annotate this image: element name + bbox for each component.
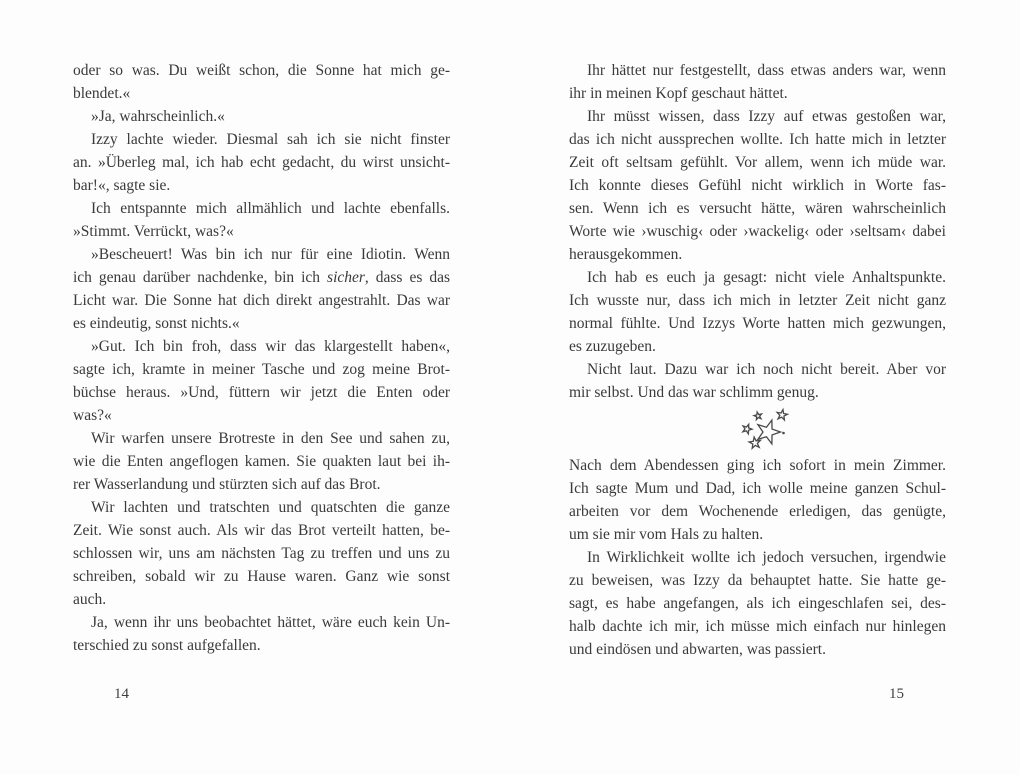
text-line: ihr in meinen Kopf geschaut hättet. [569, 85, 788, 102]
text-line: Worte wie ›wuschig‹ oder ›wackelig‹ oder ›seltsam‹ dabei [569, 223, 946, 240]
text-line: schlossen wir, uns am nächsten Tag zu treffen und uns zu [73, 545, 450, 562]
text-line: bar!«, sagte sie. [73, 177, 171, 194]
text-line: was?« [73, 407, 112, 424]
text-line: »Bescheuert! Was bin ich nur für eine Idiotin. Wenn [91, 246, 450, 263]
text-line: büchse heraus. »Und, füttern wir jetzt die Enten oder [73, 384, 450, 401]
text-line: halb dachte ich mir, ich müsse mich einfach nur hinlegen [569, 618, 946, 635]
page-right-text-upper [569, 59, 946, 404]
text-line: terschied zu sonst aufgefallen. [73, 637, 261, 654]
page-left-text [73, 59, 450, 657]
text-line: an. »Überleg mal, ich hab echt gedacht, du wirst unsicht- [73, 154, 450, 171]
text-line: Ihr müsst wissen, dass Izzy auf etwas gestoßen war, [587, 108, 946, 125]
text-line: arbeiten vor dem Wochenende erledigen, das genügte, [569, 503, 946, 520]
text-line: um sie mir vom Hals zu halten. [569, 526, 764, 543]
text-line: Zeit oft seltsam gefühlt. Vor allem, wenn ich müde war. [569, 154, 946, 171]
text-line: sagt, es habe angefangen, als ich eingeschlafen sei, des- [569, 595, 946, 612]
text-line: zu beweisen, was Izzy da behauptet hatte. Sie hatte ge- [569, 572, 946, 589]
text-line: herausgekommen. [569, 246, 683, 263]
text-line: Wir warfen unsere Brotreste in den See und sahen zu, [91, 430, 450, 447]
page-left [73, 59, 450, 657]
text-line: Zeit. Wie sonst auch. Als wir das Brot verteilt hatten, be- [73, 522, 450, 539]
text-line: Ich sagte Mum und Dad, ich wolle meine ganzen Schul- [569, 480, 946, 497]
text-line: Izzy lachte wieder. Diesmal sah ich sie nicht finster [91, 131, 450, 148]
text-line: blendet.« [73, 85, 131, 102]
text-line: Ich hab es euch ja gesagt: nicht viele Anhaltspunkte. [587, 269, 946, 286]
text-line: auch. [73, 591, 107, 608]
text-line: schreiben, sobald wir zu Hause waren. Ganz wie sonst [73, 568, 450, 585]
page-right-text-lower [569, 454, 946, 661]
star-cluster-icon [738, 406, 794, 452]
text-line: Ich wusste nur, dass ich mich in letzter Zeit nicht ganz [569, 292, 946, 309]
text-line: und eindösen und abwarten, was passiert. [569, 641, 826, 658]
text-line: es zuzugeben. [569, 338, 656, 355]
text-line: Nicht laut. Dazu war ich noch nicht bereit. Aber vor [587, 361, 946, 378]
page-number-left: 14 [114, 686, 129, 702]
text-line: ich genau darüber nachdenke, bin ich sicher, dass es das [73, 269, 450, 286]
text-line: Ich entspannte mich allmählich und lachte ebenfalls. [91, 200, 450, 217]
text-line: es eindeutig, sonst nichts.« [73, 315, 240, 332]
text-line: oder so was. Du weißt schon, die Sonne hat mich ge- [73, 62, 450, 79]
text-line: Nach dem Abendessen ging ich sofort in mein Zimmer. [569, 457, 946, 474]
text-line: mir selbst. Und das war schlimm genug. [569, 384, 819, 401]
text-line: sen. Wenn ich es versucht hätte, wären wahrscheinlich [569, 200, 946, 217]
page-number-right: 15 [889, 686, 904, 702]
text-line: Ich konnte dieses Gefühl nicht wirklich in Worte fas- [569, 177, 946, 194]
text-line: sagte ich, kramte in meiner Tasche und zog meine Brot- [73, 361, 450, 378]
text-line: Wir lachten und tratschten und quatschten die ganze [91, 499, 450, 516]
text-line: Ihr hättet nur festgestellt, dass etwas anders war, wenn [587, 62, 946, 79]
text-line: Licht war. Die Sonne hat dich direkt angestrahlt. Das war [73, 292, 450, 309]
text-line: das ich nicht aussprechen wollte. Ich hatte mich in letzter [569, 131, 946, 148]
text-line: Ja, wenn ihr uns beobachtet hättet, wäre euch kein Un- [91, 614, 450, 631]
text-line: In Wirklichkeit wollte ich jedoch versuchen, irgendwie [587, 549, 946, 566]
text-line: wie die Enten angeflogen kamen. Sie quakten laut bei ih- [73, 453, 450, 470]
text-line: rer Wasserlandung und stürzten sich auf das Brot. [73, 476, 381, 493]
section-break-ornament [569, 404, 946, 454]
text-line: »Stimmt. Verrückt, was?« [73, 223, 234, 240]
text-line: »Ja, wahrscheinlich.« [91, 108, 225, 125]
text-line: normal fühlte. Und Izzys Worte hatten mich gezwungen, [569, 315, 946, 332]
text-line: »Gut. Ich bin froh, dass wir das klargestellt haben«, [91, 338, 450, 355]
page-right [569, 59, 946, 661]
